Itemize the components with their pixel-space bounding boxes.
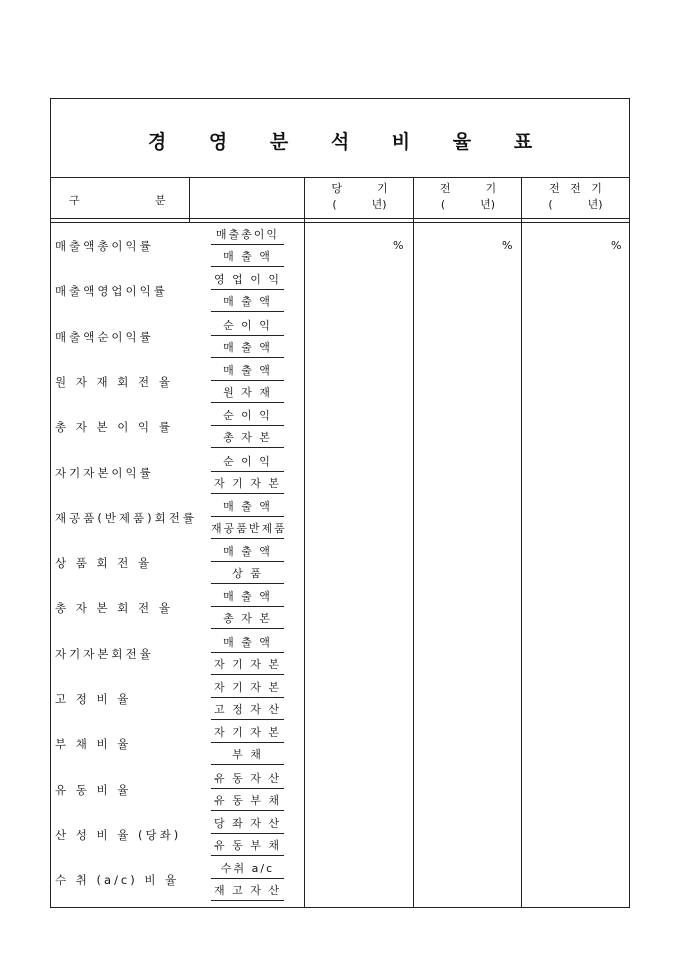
header-gubun-right: 분 (155, 194, 166, 207)
ratio-name: 매출액영업이익률 (55, 284, 168, 299)
col-divider-prior (413, 178, 414, 907)
ratio-name: 자기자본이익률 (55, 465, 154, 480)
ratio-name: 상 품 회 전 율 (55, 556, 153, 571)
ratio-numerator: 자 기 자 본 (211, 724, 284, 743)
ratio-denominator: 매 출 액 (211, 339, 284, 358)
ratio-denominator: 총 자 본 (211, 429, 284, 448)
ratio-name: 총 자 본 회 전 율 (55, 601, 173, 616)
ratio-numerator: 순 이 익 (211, 453, 284, 472)
analysis-table (50, 98, 630, 908)
ratio-name: 수 취 (a/c) 비 율 (55, 873, 180, 888)
ratio-numerator: 매출총이익 (211, 226, 284, 245)
header-prior-period (414, 181, 522, 213)
ratio-numerator: 수취 a/c (211, 860, 284, 879)
header-prior2-label: 전 전 기 (549, 182, 602, 195)
header-current-year: ( 년) (332, 198, 387, 211)
ratio-denominator: 원 자 재 (211, 384, 284, 403)
ratio-name: 고 정 비 율 (55, 692, 132, 706)
ratio-numerator: 순 이 익 (211, 317, 284, 336)
ratio-denominator: 부 채 (211, 746, 284, 765)
title-area (51, 99, 629, 178)
ratio-name: 매출액총이익률 (55, 239, 154, 253)
ratio-denominator: 매 출 액 (211, 293, 284, 312)
ratio-numerator: 매 출 액 (211, 362, 284, 381)
ratio-numerator: 매 출 액 (211, 588, 284, 607)
ratio-numerator: 매 출 액 (211, 543, 284, 562)
ratio-numerator: 매 출 액 (211, 634, 284, 653)
ratio-denominator: 고 정 자 산 (211, 701, 284, 720)
col-divider-current (304, 178, 305, 907)
ratio-name: 산 성 비 율 (당좌) (55, 827, 182, 842)
page-title: 경 영 분 석 비 율 표 (147, 131, 551, 153)
ratio-name: 매출액순이익률 (55, 329, 154, 344)
ratio-name: 유 동 비 율 (55, 782, 132, 797)
ratio-denominator: 매 출 액 (211, 248, 284, 267)
ratio-denominator: 총 자 본 (211, 610, 284, 629)
ratio-denominator: 유 동 부 채 (211, 792, 284, 811)
header-current-label: 당 기 (331, 182, 388, 195)
header-gubun (51, 178, 189, 220)
percent-current: % (393, 239, 404, 252)
header-prior-year: ( 년) (440, 198, 496, 211)
header-current-period (305, 181, 414, 213)
ratio-denominator: 재공품반제품 (211, 520, 284, 539)
ratio-name: 재공품(반제품)회전률 (55, 510, 197, 525)
ratio-numerator: 영 업 이 익 (211, 271, 284, 290)
ratio-numerator: 당 좌 자 산 (211, 815, 284, 834)
ratio-numerator: 순 이 익 (211, 407, 284, 426)
ratio-numerator: 매 출 액 (211, 498, 284, 517)
ratio-numerator: 유 동 자 산 (211, 770, 284, 789)
ratio-denominator: 재 고 자 산 (211, 882, 284, 901)
ratio-denominator: 자 기 자 본 (211, 656, 284, 675)
header-prior-label: 전 기 (439, 182, 497, 195)
header-divider-top (51, 218, 629, 219)
col-divider-prior2 (521, 178, 522, 907)
ratio-numerator: 자 기 자 본 (211, 679, 284, 698)
header-gubun-left: 구 (69, 194, 80, 207)
percent-prior: % (502, 239, 513, 252)
ratio-name: 자기자본회전율 (55, 646, 154, 661)
ratio-denominator: 상 품 (211, 565, 284, 584)
ratio-name: 부 채 비 율 (55, 737, 132, 752)
ratio-denominator: 유 동 부 채 (211, 837, 284, 856)
header-divider-bottom (51, 222, 629, 223)
header-prior2-year: ( 년) (548, 198, 603, 211)
col-divider-name-header (189, 178, 190, 222)
ratio-name: 총 자 본 이 익 률 (55, 420, 173, 435)
percent-prior2: % (611, 239, 622, 252)
ratio-denominator: 자 기 자 본 (211, 475, 284, 494)
ratio-name: 원 자 재 회 전 율 (55, 374, 173, 389)
header-prior2-period (522, 181, 629, 213)
